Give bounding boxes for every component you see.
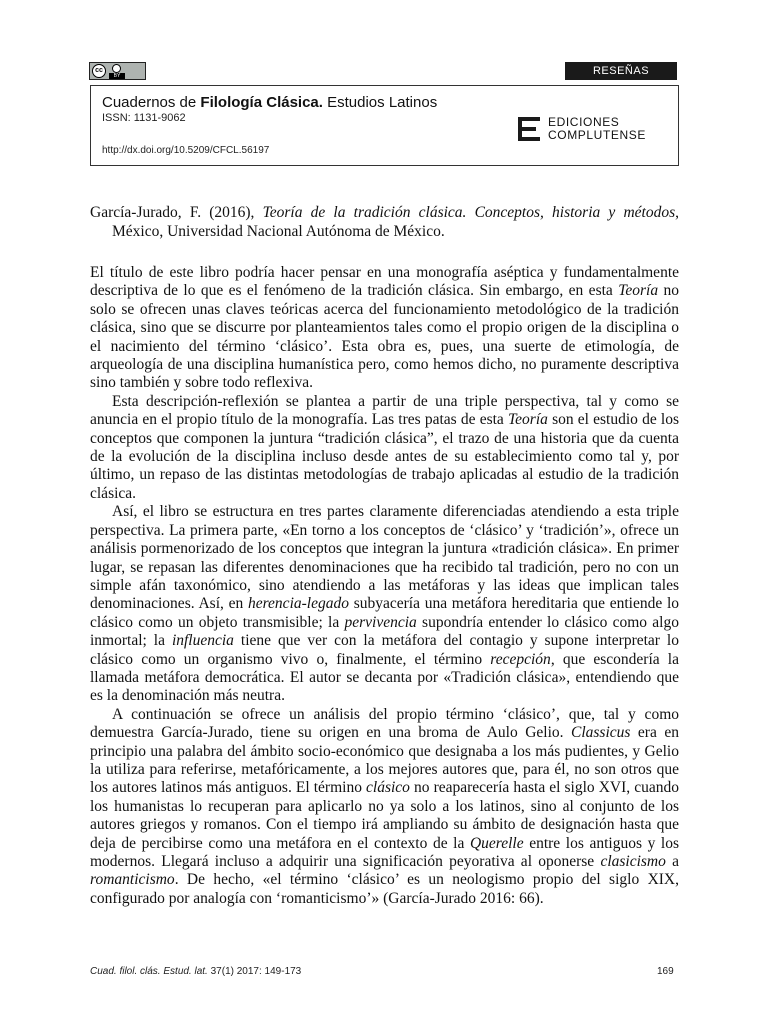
journal-header (90, 85, 679, 166)
body-paragraph: Esta descripción-reflexión se plantea a partir de una triple perspectiva, tal y como se anuncia en el propio título de la monografía. Las tres patas de esta Teoría son el estudio de los conceptos que componen la juntura “tradición clásica”, el trazo de una historia que da cuenta de la evolución de la disciplina incluso desde antes de su establecimiento como tal y, por último, un repaso de las distintas metodologías de trabajo aplicadas al estudio de la tradición clásica. (90, 392, 679, 502)
publisher-name: EDICIONES COMPLUTENSE (548, 115, 646, 142)
issn: ISSN: 1131-9062 (102, 112, 186, 124)
body-paragraph: A continuación se ofrece un análisis del propio término ‘clásico’, que, tal y como demuestra García-Jurado, tiene su origen en una broma de Aulo Gelio. Classicus era en principio una palabra del ámbito socio-económico que designaba a los más pudientes, y Gelio la utiliza para referirse, metafóricamente, a los mejores autores que, para él, no son otros que los autores latinos más antiguos. El término clásico no reaparecería hasta el siglo XVI, cuando los humanistas lo recuperan para aplicarlo no ya solo a los latinos, sino al conjunto de los autores griegos y romanos. Con el tiempo irá ampliando su ámbito de designación hasta que deja de percibirse como una metáfora en el contexto de la Querelle entre los antiguos y los modernos. Llegará incluso a adquirir una significación peyorativa al oponerse clasicismo a romanticismo. De hecho, «el término ‘clásico’ es un neologismo propio del siglo XIX, configurado por analogía con ‘romanticismo’» (García-Jurado 2016: 66). (90, 705, 679, 907)
ediciones-complutense-logo-icon (518, 117, 540, 141)
page-number: 169 (657, 966, 674, 977)
journal-title: Cuadernos de Filología Clásica. Estudios Latinos (102, 94, 438, 111)
section-tag: RESEÑAS (565, 62, 677, 80)
cc-by-license-badge (89, 62, 146, 80)
body-paragraph: Así, el libro se estructura en tres partes claramente diferenciadas atendiendo a esta triple perspectiva. La primera parte, «En torno a los conceptos de ‘clásico’ y ‘tradición’», ofrece un análisis pormenorizado de los conceptos que integran la juntura «tradición clásica». En primer lugar, se repasan las diferentes denominaciones que ha recibido tal tradición, pero no con un simple afán taxonómico, sino atendiendo a las metáforas y las ideas que implican tales denominaciones. Así, en herencia-legado subyacería una metáfora hereditaria que entiende lo clásico como un objeto transmisible; la pervivencia supondría entender lo clásico como algo inmortal; la influencia tiene que ver con la metáfora del contagio y supone interpretar lo clásico como un organismo vivo o, finalmente, el término recepción, que escondería la llamada metáfora democrática. El autor se decanta por «Tradición clásica», entendiendo que es la denominación más neutra. (90, 503, 679, 705)
footer-citation: Cuad. filol. clás. Estud. lat. 37(1) 2017: 149-173 (90, 966, 302, 977)
creative-commons-icon: cc (92, 64, 106, 78)
doi-link[interactable]: http://dx.doi.org/10.5209/CFCL.56197 (102, 145, 270, 156)
book-reference: García-Jurado, F. (2016), Teoría de la tradición clásica. Conceptos, historia y métodos, México, Universidad Nacional Autónoma de México. (90, 204, 679, 240)
body-paragraph: El título de este libro podría hacer pensar en una monografía aséptica y fundamentalmente descriptiva de lo que es el fenómeno de la tradición clásica. Sin embargo, en esta Teoría no solo se ofrecen unas claves teóricas acerca del funcionamiento metodológico de la tradición clásica, sino que se discurre por planteamientos tales como el propio origen de la disciplina o el nacimiento del término ‘clásico’. Esta obra es, pues, una suerte de etimología, de arqueología de una disciplina humanística pero, como hemos dicho, no puramente descriptiva sino también y sobre todo reflexiva. (90, 264, 679, 392)
by-label: BY (109, 73, 125, 79)
review-body (90, 264, 679, 908)
attribution-icon (112, 64, 121, 73)
